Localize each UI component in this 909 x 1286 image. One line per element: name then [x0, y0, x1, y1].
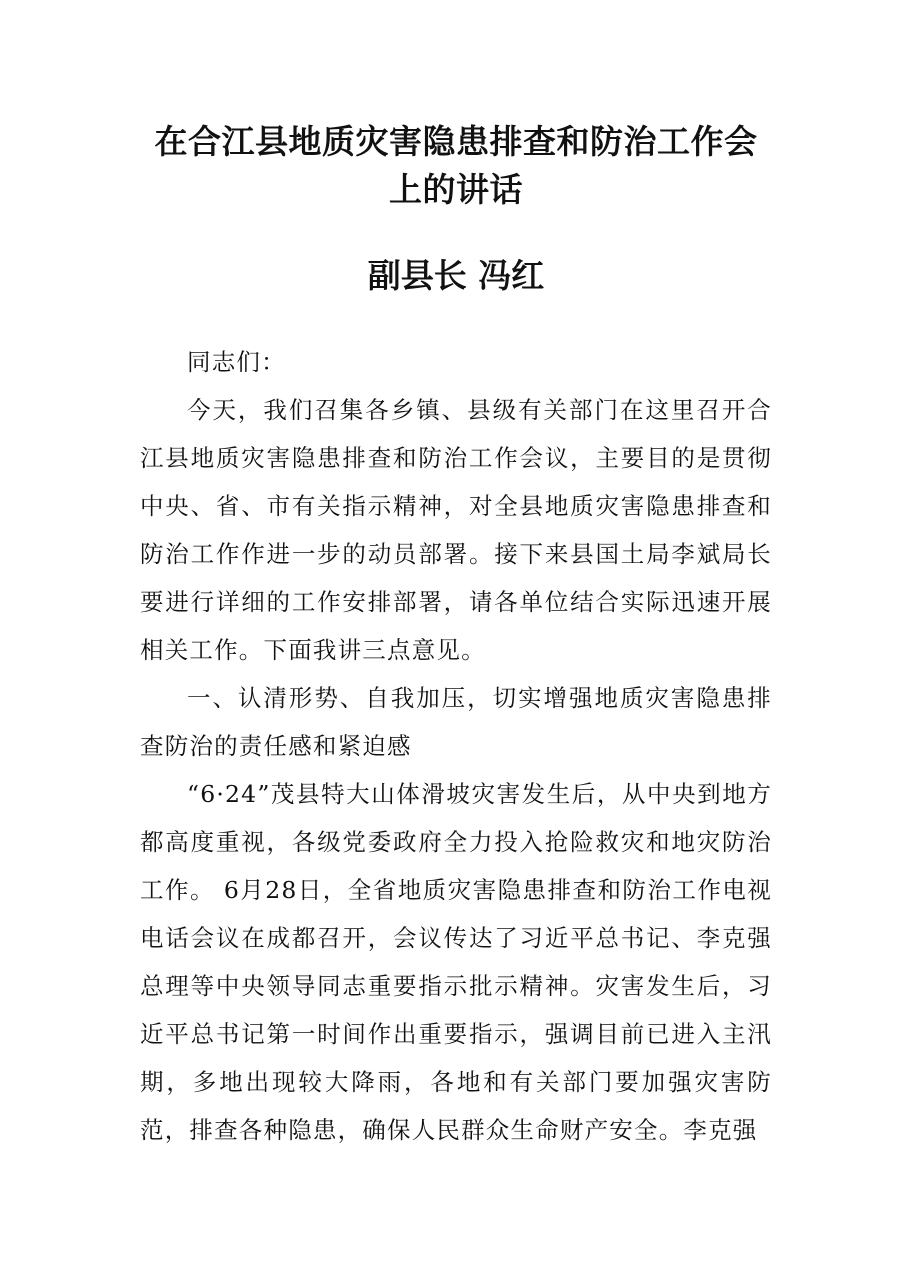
paragraph-intro: 今天，我们召集各乡镇、县级有关部门在这里召开合江县地质灾害隐患排查和防治工作会议，主要目的是贯彻中央、省、市有关指示精神，对全县地质灾害隐患排查和防治工作作进一步的动员部署。接下来县国土局李斌局长要进行详细的工作安排部署，请各单位结合实际迅速开展相关工作。下面我讲三点意见。	[140, 396, 772, 664]
paragraph-section-1: “6·24”茂县特大山体滑坡灾害发生后，从中央到地方都高度重视，各级党委政府全力投入抢险救灾和地灾防治工作。 6月28日，全省地质灾害隐患排查和防治工作电视电话会议在成都召开，会议传达了习近平总书记、李克强总理等中央领导同志重要指示批示精神。灾害发生后，习近平总书记第一时间作出重要指示，强调目前已进入主汛期，多地出现较大降雨，各地和有关部门要加强灾害防范，排查各种隐患，确保人民群众生命财产安全。李克强	[140, 780, 772, 1144]
document-title: 在合江县地质灾害隐患排查和防治工作会上的讲话	[154, 122, 758, 209]
document-page	[140, 118, 772, 1154]
section-heading-1: 一、认清形势、自我加压，切实增强地质灾害隐患排查防治的责任感和紧迫感	[140, 684, 772, 760]
document-author: 副县长 冯红	[367, 256, 545, 295]
document-body	[140, 338, 772, 1154]
greeting: 同志们：	[187, 348, 286, 376]
